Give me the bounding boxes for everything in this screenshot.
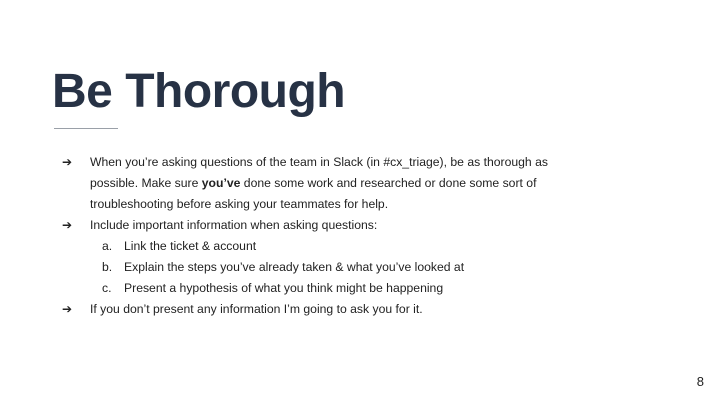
bullet-text: Include important information when asking questions: [90,218,378,232]
bullet-text: If you don’t present any information I’m going to ask you for it. [90,302,423,316]
sub-item-text: Link the ticket & account [124,239,257,253]
sub-item-text: Explain the steps you’ve already taken & what you’ve looked at [124,260,465,274]
title-underline [54,128,118,129]
sub-item-letter: c. [102,281,112,295]
bullet-list [62,152,582,320]
arrow-right-icon: ➔ [62,155,73,169]
bullet-item-no-info [62,299,582,320]
bullet-item-include-info [62,215,582,236]
sub-item-letter: b. [102,260,113,274]
bullet-text-part: done some work and researched or done some sort of troubleshooting before asking your teammates for help. [90,176,537,211]
arrow-right-icon: ➔ [62,302,73,316]
sub-item-hypothesis [62,278,582,299]
sub-item-text: Present a hypothesis of what you think might be happening [124,281,444,295]
arrow-right-icon: ➔ [62,218,73,232]
sub-item-letter: a. [102,239,113,253]
bullet-text-part: When you’re asking questions of the team in Slack (in #cx_triage), be as thorough as possible. Make sure [90,155,548,190]
bullet-item-thorough [62,152,582,215]
page-number: 8 [696,374,704,389]
slide-title: Be Thorough [52,65,346,118]
bullet-text-bold: you’ve [201,176,241,190]
sub-item-explain-steps [62,257,582,278]
sub-item-link-ticket [62,236,582,257]
